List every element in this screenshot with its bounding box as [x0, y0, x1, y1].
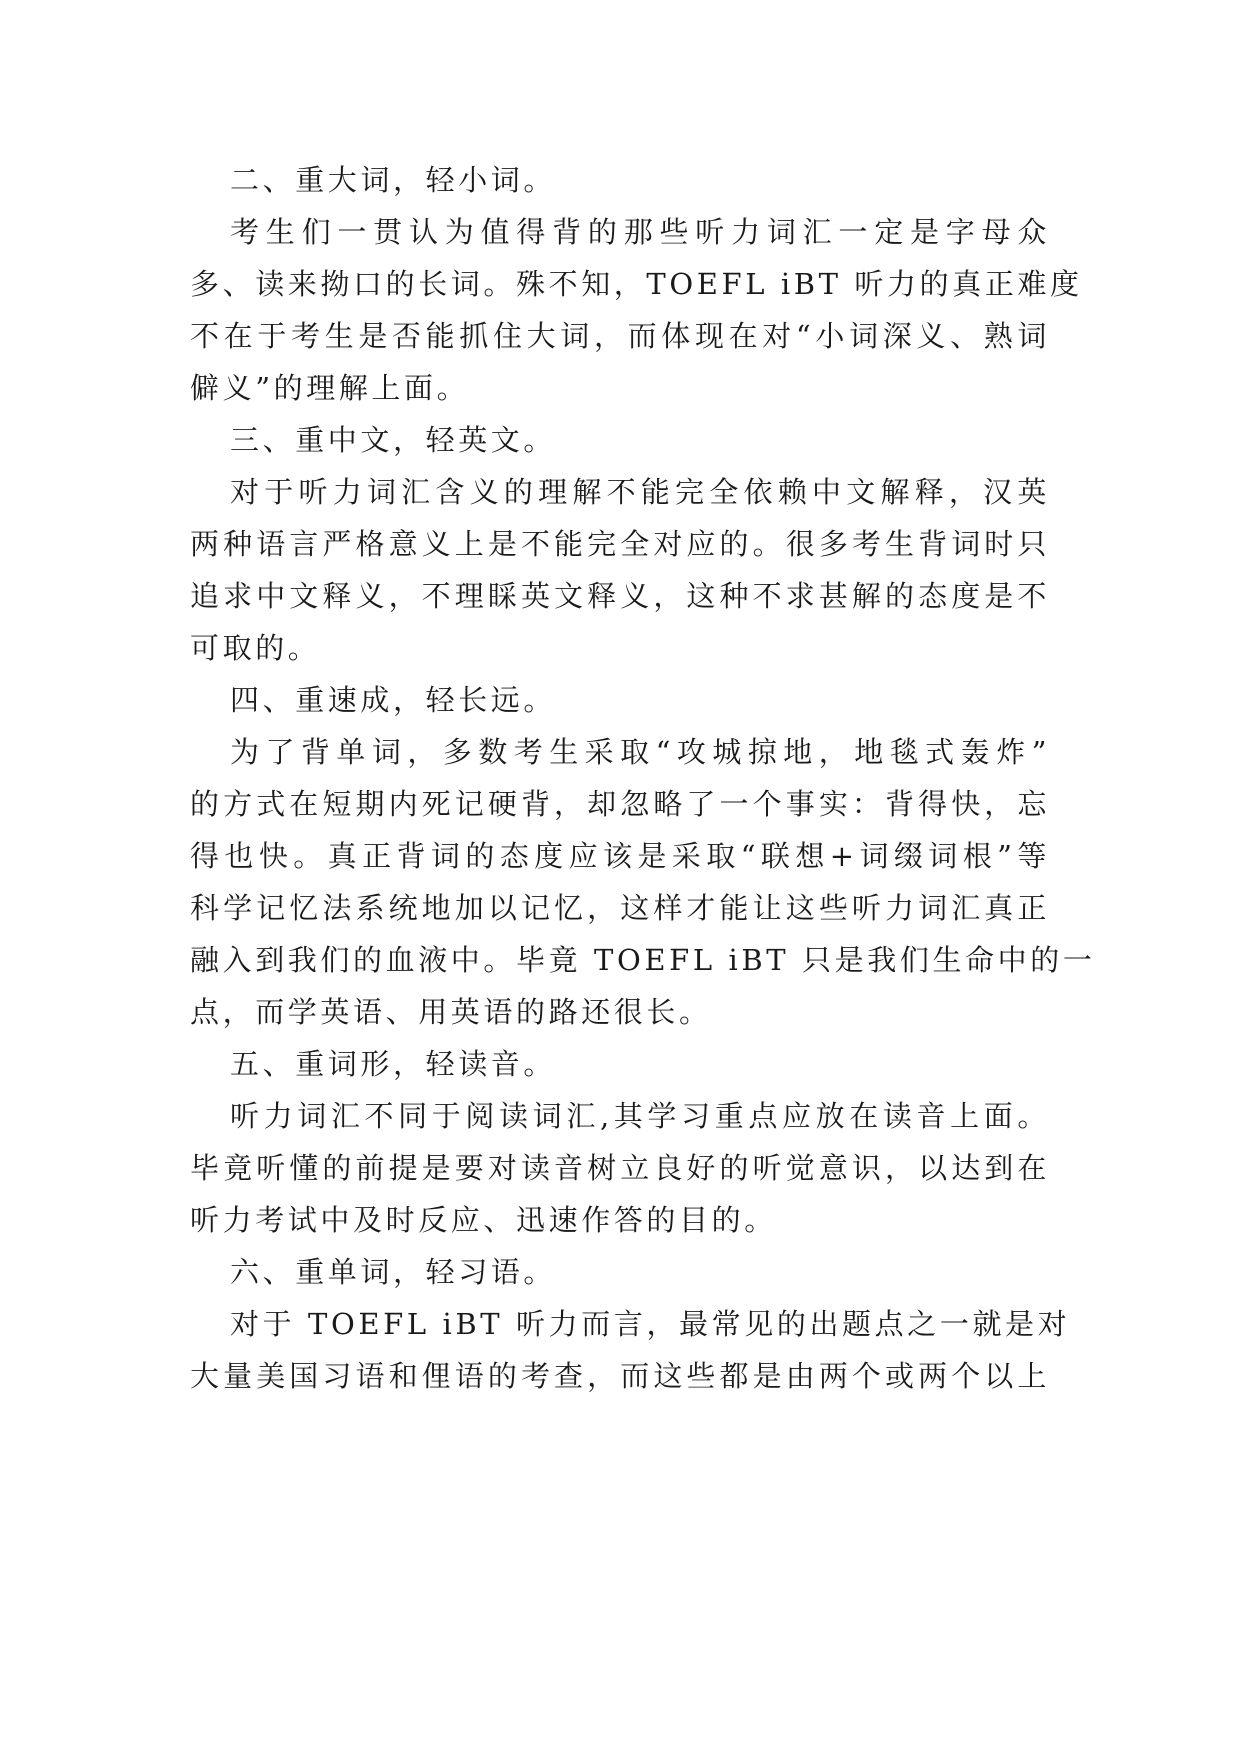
- heading-three: 三、重中文，轻英文。: [230, 423, 557, 457]
- paragraph-line: 点，而学英语、用英语的路还很长。: [190, 995, 712, 1029]
- paragraph-line: 听力词汇不同于阅读词汇,其学习重点应放在读音上面。: [230, 1099, 1050, 1133]
- paragraph-line: 为了背单词，多数考生采取“攻城掠地，地毯式轰炸”: [230, 735, 1050, 769]
- paragraph-line: 融入到我们的血液中。毕竟 TOEFL iBT 只是我们生命中的一: [190, 943, 1096, 977]
- paragraph-line: 追求中文释义，不理睬英文释义，这种不求甚解的态度是不: [190, 579, 1050, 613]
- heading-five: 五、重词形，轻读音。: [230, 1047, 557, 1081]
- heading-six: 六、重单词，轻习语。: [230, 1255, 557, 1289]
- paragraph-line: 可取的。: [190, 631, 321, 665]
- heading-four: 四、重速成，轻长远。: [230, 683, 557, 717]
- paragraph-line: 听力考试中及时反应、迅速作答的目的。: [190, 1203, 777, 1237]
- paragraph-line: 考生们一贯认为值得背的那些听力词汇一定是字母众: [230, 215, 1050, 249]
- paragraph-line: 对于听力词汇含义的理解不能完全依赖中文解释，汉英: [230, 475, 1050, 509]
- paragraph-line: 对于 TOEFL iBT 听力而言，最常见的出题点之一就是对: [230, 1307, 1071, 1341]
- paragraph-line: 科学记忆法系统地加以记忆，这样才能让这些听力词汇真正: [190, 891, 1050, 925]
- paragraph-line: 大量美国习语和俚语的考查，而这些都是由两个或两个以上: [190, 1359, 1050, 1393]
- paragraph-line: 两种语言严格意义上是不能完全对应的。很多考生背词时只: [190, 527, 1050, 561]
- paragraph-line: 得也快。真正背词的态度应该是采取“联想+词缀词根”等: [190, 839, 1050, 873]
- heading-two: 二、重大词，轻小词。: [230, 163, 557, 197]
- paragraph-line: 的方式在短期内死记硬背，却忽略了一个事实：背得快，忘: [190, 787, 1050, 821]
- paragraph-line: 僻义”的理解上面。: [190, 371, 470, 405]
- paragraph-line: 多、读来拗口的长词。殊不知，TOEFL iBT 听力的真正难度: [190, 267, 1083, 301]
- paragraph-line: 毕竟听懂的前提是要对读音树立良好的听觉意识，以达到在: [190, 1151, 1050, 1185]
- paragraph-line: 不在于考生是否能抓住大词，而体现在对“小词深义、熟词: [190, 319, 1050, 353]
